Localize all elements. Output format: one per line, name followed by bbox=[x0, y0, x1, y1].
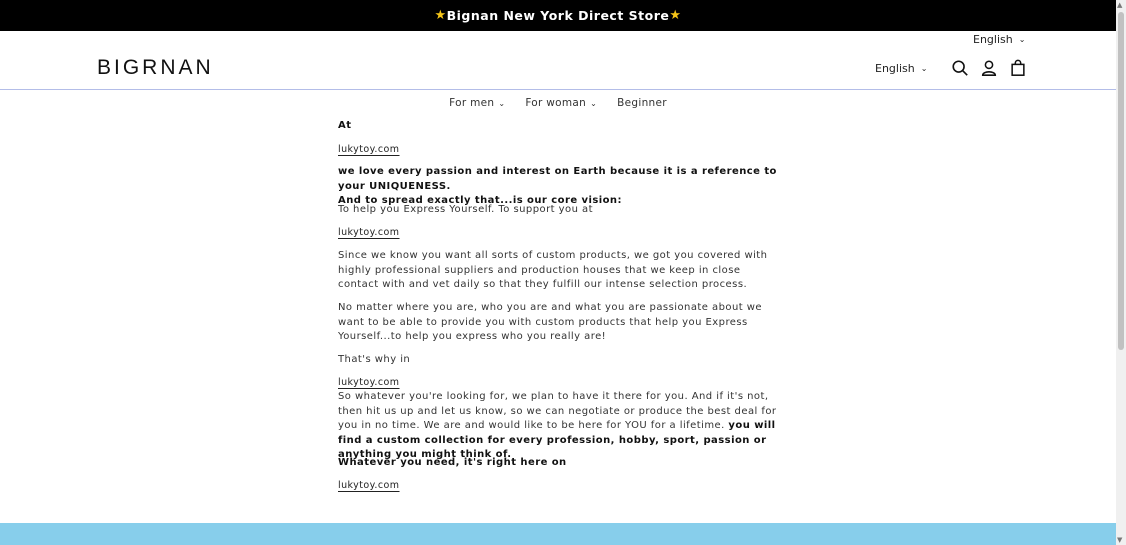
vision-line-2: And to spread exactly that...is our core vision: bbox=[338, 195, 622, 206]
chevron-down-icon: ⌄ bbox=[498, 98, 506, 108]
lukytoy-link[interactable]: lukytoy.com bbox=[338, 377, 400, 388]
language-selector-top[interactable] bbox=[973, 31, 1025, 47]
language-label: English bbox=[875, 61, 915, 75]
star-icon: ★ bbox=[434, 8, 447, 23]
cart-icon[interactable] bbox=[1009, 59, 1027, 77]
logo[interactable]: BIGRNAN bbox=[97, 56, 214, 79]
chevron-down-icon: ⌄ bbox=[1018, 34, 1026, 44]
lukytoy-link[interactable]: lukytoy.com bbox=[338, 227, 400, 238]
announcement-bar bbox=[0, 0, 1116, 31]
vision-line-1: we love every passion and interest on Earth because it is a reference to your UNIQUENESS. bbox=[338, 166, 777, 192]
suppliers-text: Since we know you want all sorts of custom products, we got you covered with highly professional suppliers and production houses that we keep in close contact with and vet daily so that they fulfill our intense selection process. bbox=[338, 250, 768, 290]
language-label: English bbox=[973, 32, 1013, 46]
lukytoy-link[interactable]: lukytoy.com bbox=[338, 144, 400, 155]
nav-label: Beginner bbox=[617, 97, 667, 109]
right-here-text: Whatever you need, it's right here on bbox=[338, 457, 567, 468]
language-selector[interactable] bbox=[875, 62, 927, 75]
account-icon[interactable] bbox=[980, 59, 998, 77]
header-divider bbox=[0, 89, 1116, 90]
chevron-down-icon: ⌄ bbox=[590, 98, 598, 108]
nav-for-men[interactable] bbox=[449, 97, 505, 109]
scrollbar-thumb[interactable] bbox=[1118, 12, 1124, 350]
header-actions bbox=[875, 58, 1038, 78]
vision-text bbox=[338, 165, 783, 209]
scroll-down-icon[interactable]: ▼ bbox=[1117, 536, 1123, 544]
nav-beginner[interactable] bbox=[617, 97, 667, 109]
support-text: To help you Express Yourself. To support you at bbox=[338, 204, 593, 215]
main-nav bbox=[0, 97, 1116, 109]
footer bbox=[0, 523, 1116, 545]
chevron-down-icon: ⌄ bbox=[920, 63, 928, 73]
search-icon[interactable] bbox=[951, 59, 969, 77]
nav-label: For woman bbox=[525, 97, 587, 109]
thats-why-text: That's why in bbox=[338, 354, 411, 365]
announcement-text: Bignan New York Direct Store bbox=[446, 8, 670, 23]
text-at: At bbox=[338, 120, 352, 131]
no-matter-text: No matter where you are, who you are and what you are passionate about we want to be able to provide you with custom products that help you Express Yourself...to help you express who you really are! bbox=[338, 302, 762, 342]
star-icon: ★ bbox=[669, 8, 682, 23]
whatever-bold: you will find a custom collection for every profession, hobby, sport, passion or anything you might think of. bbox=[338, 420, 776, 460]
whatever-text bbox=[338, 390, 783, 463]
scroll-up-icon[interactable]: ▲ bbox=[1117, 1, 1123, 9]
nav-for-woman[interactable] bbox=[525, 97, 597, 109]
whatever-plain: So whatever you're looking for, we plan to have it there for you. And if it's not, then hit us up and let us know, so we can negotiate or produce the best deal for you in no time. We are and would like to be here for YOU for a lifetime. bbox=[338, 391, 777, 431]
lukytoy-link[interactable]: lukytoy.com bbox=[338, 480, 400, 491]
nav-label: For men bbox=[449, 97, 495, 109]
